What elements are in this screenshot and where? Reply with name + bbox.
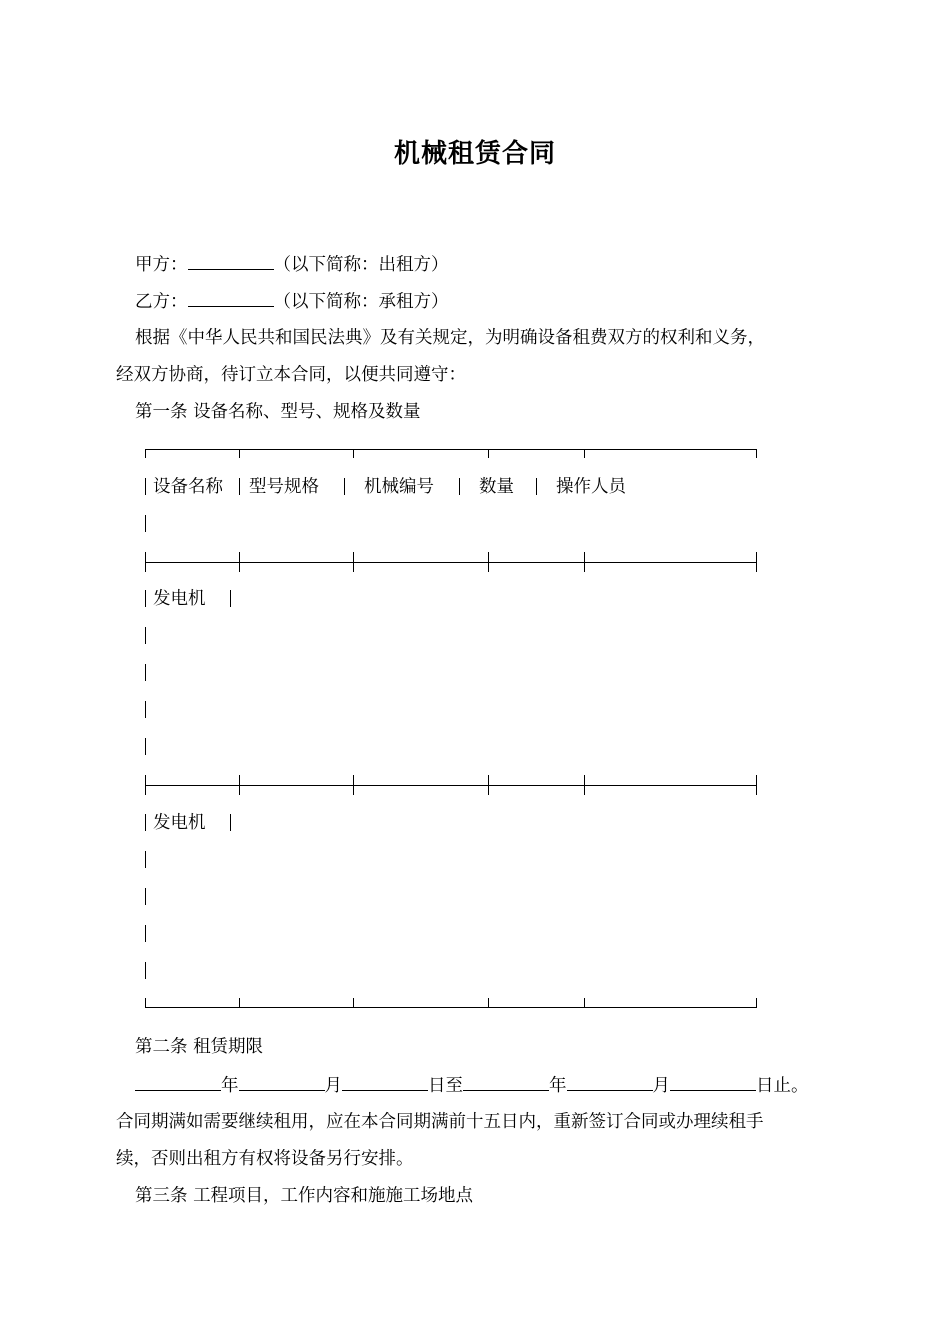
table-tick — [239, 998, 240, 1007]
party-a-label: 甲方： — [135, 255, 188, 275]
party-a-blank[interactable] — [188, 251, 274, 270]
table-divider — [230, 590, 231, 607]
table-divider — [145, 664, 146, 681]
table-divider — [145, 590, 146, 607]
party-a-line — [135, 251, 449, 277]
table-bottom-rule — [145, 1007, 757, 1008]
table-divider — [145, 515, 146, 532]
table-tick — [584, 449, 585, 458]
start-day-blank[interactable] — [342, 1072, 428, 1091]
table-tick — [353, 449, 354, 458]
year-label: 年 — [221, 1076, 239, 1096]
table-tick — [488, 775, 489, 795]
table-divider — [145, 738, 146, 755]
preamble-line-2: 经双方协商，待订立本合同，以便共同遵守： — [116, 365, 466, 385]
month-label: 月 — [324, 1076, 342, 1096]
table-tick — [584, 998, 585, 1007]
table-tick — [756, 775, 757, 795]
table-divider — [239, 478, 240, 495]
year-label: 年 — [549, 1076, 567, 1096]
day-end-label: 日止。 — [756, 1076, 809, 1096]
end-month-blank[interactable] — [567, 1072, 653, 1091]
article-1-heading: 第一条 设备名称、型号、规格及数量 — [135, 402, 421, 422]
table-divider — [344, 478, 345, 495]
month-label: 月 — [652, 1076, 670, 1096]
table-top-rule — [145, 449, 757, 450]
table-tick — [239, 775, 240, 795]
start-month-blank[interactable] — [239, 1072, 325, 1091]
start-year-blank[interactable] — [135, 1072, 221, 1091]
table-divider — [145, 814, 146, 831]
table-tick — [145, 552, 146, 572]
table-tick — [488, 449, 489, 458]
header-equipment-name: 设备名称 — [153, 477, 223, 497]
article-2-heading: 第二条 租赁期限 — [135, 1037, 264, 1057]
row-1-equipment-name: 发电机 — [153, 589, 206, 609]
preamble-line-1: 根据《中华人民共和国民法典》及有关规定，为明确设备租费双方的权利和义务， — [135, 328, 765, 348]
table-tick — [145, 775, 146, 795]
table-tick — [239, 449, 240, 458]
table-row-rule — [145, 785, 757, 786]
party-a-suffix: （以下简称：出租方） — [273, 255, 449, 275]
header-operator: 操作人员 — [556, 477, 626, 497]
table-tick — [145, 998, 146, 1007]
table-row-rule — [145, 562, 757, 563]
table-tick — [756, 552, 757, 572]
lease-period-line — [135, 1072, 809, 1098]
table-divider — [145, 701, 146, 718]
table-tick — [488, 998, 489, 1007]
table-tick — [239, 552, 240, 572]
table-tick — [584, 775, 585, 795]
table-divider — [145, 888, 146, 905]
renewal-line-2: 续，否则出租方有权将设备另行安排。 — [116, 1149, 414, 1169]
table-divider — [145, 925, 146, 942]
header-model-spec: 型号规格 — [249, 477, 319, 497]
table-divider — [230, 814, 231, 831]
table-divider — [536, 478, 537, 495]
party-b-line — [135, 288, 449, 314]
article-3-heading: 第三条 工程项目，工作内容和施施工场地点 — [135, 1186, 474, 1206]
table-tick — [353, 998, 354, 1007]
day-to-label: 日至 — [428, 1076, 463, 1096]
table-divider — [145, 962, 146, 979]
header-machine-number: 机械编号 — [364, 477, 434, 497]
table-tick — [488, 552, 489, 572]
header-quantity: 数量 — [479, 477, 514, 497]
document-title: 机械租赁合同 — [393, 139, 556, 169]
table-tick — [756, 449, 757, 458]
table-divider — [459, 478, 460, 495]
table-tick — [353, 775, 354, 795]
table-tick — [584, 552, 585, 572]
party-b-blank[interactable] — [188, 288, 274, 307]
table-tick — [145, 449, 146, 458]
table-divider — [145, 478, 146, 495]
end-year-blank[interactable] — [463, 1072, 549, 1091]
row-2-equipment-name: 发电机 — [153, 813, 206, 833]
table-tick — [353, 552, 354, 572]
table-tick — [756, 998, 757, 1007]
table-divider — [145, 627, 146, 644]
party-b-suffix: （以下简称：承租方） — [273, 292, 449, 312]
renewal-line-1: 合同期满如需要继续租用，应在本合同期满前十五日内，重新签订合同或办理续租手 — [116, 1112, 764, 1132]
party-b-label: 乙方： — [135, 292, 188, 312]
table-divider — [145, 851, 146, 868]
end-day-blank[interactable] — [670, 1072, 756, 1091]
